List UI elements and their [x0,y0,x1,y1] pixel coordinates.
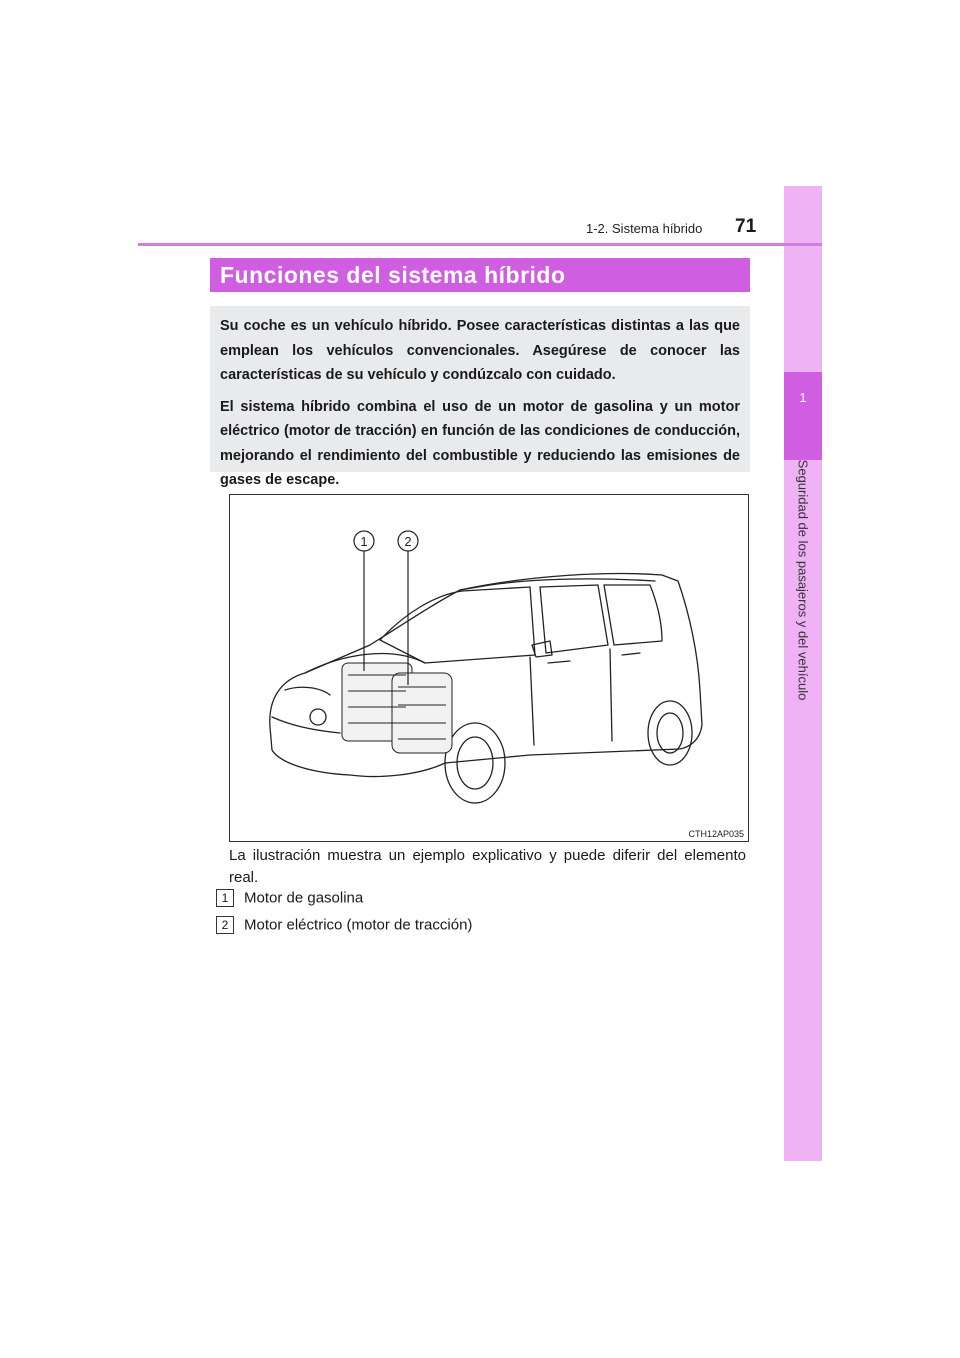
door-seam-rear [610,649,612,741]
car-body-outline [270,574,702,777]
page-title: Funciones del sistema híbrido [220,262,566,288]
door-handle-rear [622,653,640,655]
engine-group [342,663,452,753]
bumper-line [272,717,340,733]
callout-2 [398,531,418,551]
door-handle-front [548,661,570,663]
car-illustration [229,494,749,842]
side-tab-active-chapter [784,372,822,460]
front-emblem [310,709,326,725]
section-heading: 1-2. Sistema híbrido [586,221,703,236]
legend-item-2 [216,916,472,936]
legend-number-2: 2 [216,916,234,934]
windshield-line [380,587,535,663]
callout-1 [354,531,374,551]
intro-paragraph-2: El sistema híbrido combina el uso de un motor de gasolina y un motor eléctrico (motor de tracción) en función de las condiciones de conducción, mejorando el rendimiento del combustible y reduciendo las emisiones de gases de escape. [220,398,740,488]
rear-wheel [648,701,692,765]
front-wheel [445,723,505,803]
figure-caption: La ilustración muestra un ejemplo explicativo y puede diferir del elemento real. [229,847,746,886]
chapter-title: Seguridad de los pasajeros y del vehículo [795,459,811,701]
page-number: 71 [735,216,757,237]
door-seam-front [530,657,534,745]
legend-label-1: Motor de gasolina [244,889,364,907]
rear-wheel-hub [657,713,683,753]
rear-door-window [604,585,662,645]
callout-2-label: 2 [404,534,412,549]
figure-code: CTH12AP035 [688,829,744,839]
chapter-number: 1 [799,390,807,405]
electric-motor [392,673,452,753]
headlight-line [285,687,330,695]
callout-1-label: 1 [360,534,368,549]
front-wheel-hub [457,737,493,789]
intro-paragraph-1: Su coche es un vehículo híbrido. Posee características distintas a las que emplean los vehículos convencionales. Asegúrese de conocer las características de su vehículo y condúzcalo con cuidado. [220,318,740,383]
legend-item-1 [216,889,363,909]
intro-box [210,306,750,488]
header-rule [138,243,822,246]
legend-label-2: Motor eléctrico (motor de tracción) [244,916,473,934]
title-bar [210,258,750,292]
legend-number-1: 1 [216,889,234,907]
car-drawing [230,495,748,841]
